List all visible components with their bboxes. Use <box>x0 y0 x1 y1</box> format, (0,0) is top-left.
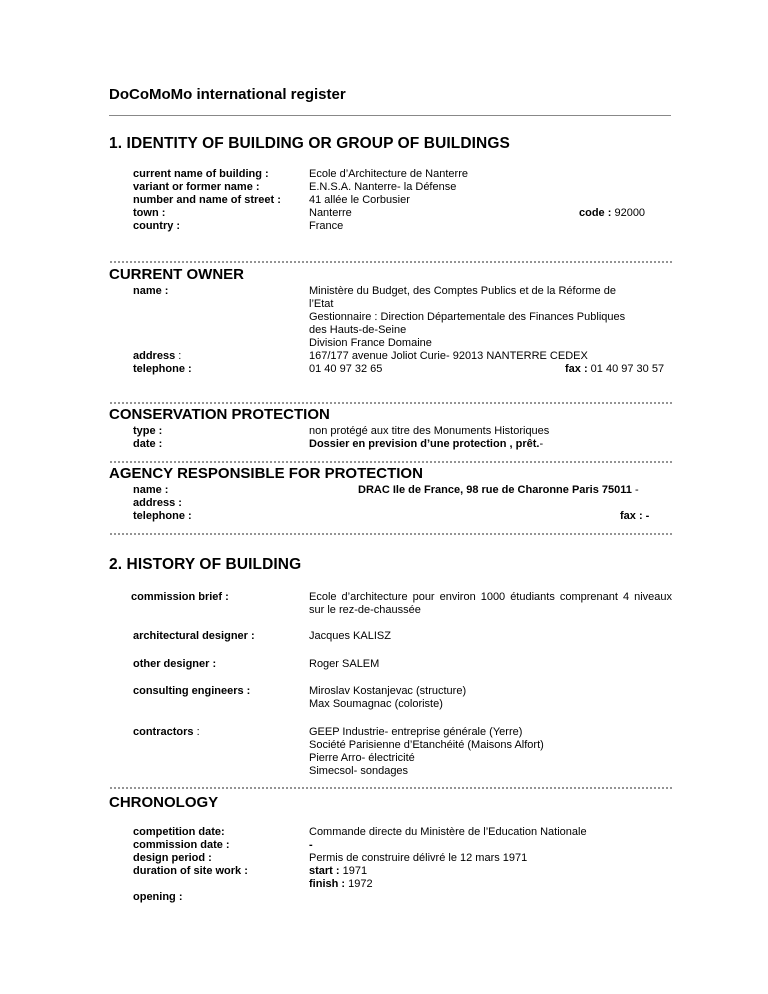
label-current-name: current name of building : <box>133 168 269 180</box>
design-period-label: design period : <box>133 852 212 864</box>
engineers-label: consulting engineers : <box>133 685 251 697</box>
identity-values <box>309 168 468 233</box>
other-designer-label: other designer : <box>133 658 217 670</box>
history-heading <box>109 556 301 574</box>
other-designer-value: Roger SALEM <box>309 658 380 670</box>
architect-label: architectural designer : <box>133 630 255 642</box>
agency-labels <box>133 484 192 523</box>
history-heading-number: 2 <box>109 556 118 573</box>
start-value: 1971 <box>339 865 368 877</box>
owner-fax-value: 01 40 97 30 57 <box>587 363 665 375</box>
conservation-date-text: Dossier en prevision d’une protection , prêt. <box>309 438 540 450</box>
contractor-line: GEEP Industrie- entreprise générale (Yerre) <box>309 726 523 738</box>
agency-name-value <box>358 484 639 497</box>
owner-name-value <box>309 285 625 350</box>
commission-brief-value: Ecole d’architecture pour environ 1000 étudiants comprenant 4 niveaux sur le rez-de-chaussée <box>309 591 672 616</box>
agency-name-text: DRAC Ile de France, 98 rue de Charonne Paris 75011 <box>358 484 632 496</box>
commission-date-value: - <box>309 839 313 851</box>
identity-heading <box>109 135 510 153</box>
identity-heading-text: . IDENTITY OF BUILDING OR GROUP OF BUILDINGS <box>117 135 510 152</box>
conservation-labels <box>133 425 162 451</box>
chronology-heading: CHRONOLOGY <box>109 794 219 811</box>
conservation-heading: CONSERVATION PROTECTION <box>109 406 330 423</box>
agency-name-label: name : <box>133 484 169 496</box>
contractors-values <box>309 726 544 778</box>
agency-address-label: address : <box>133 497 182 509</box>
owner-name-line: Ministère du Budget, des Comptes Publics et de la Réforme de <box>309 285 616 297</box>
label-town: town : <box>133 207 166 219</box>
finish-line <box>309 878 587 891</box>
value-town: Nanterre <box>309 207 352 219</box>
contractor-line: Simecsol- sondages <box>309 765 409 777</box>
chronology-labels <box>133 826 248 878</box>
dotted-separator <box>109 787 672 789</box>
contractors-label <box>133 726 200 739</box>
architect-value: Jacques KALISZ <box>309 630 391 642</box>
conservation-date-suffix: - <box>539 438 544 450</box>
identity-labels <box>133 168 281 233</box>
start-line <box>309 865 587 878</box>
history-heading-text: . HISTORY OF BUILDING <box>117 556 302 573</box>
conservation-date-value <box>309 438 549 451</box>
opening-label: opening : <box>133 891 183 903</box>
agency-name-suffix: - <box>631 484 639 496</box>
owner-address-label <box>133 350 181 363</box>
label-country: country : <box>133 220 181 232</box>
value-street: 41 allée le Corbusier <box>309 194 410 206</box>
owner-telephone-value: 01 40 97 32 65 <box>309 363 383 375</box>
identity-heading-number: 1 <box>109 135 118 152</box>
address-label-colon: : <box>175 350 182 362</box>
postal-code <box>579 207 645 220</box>
owner-fax-label: fax : <box>565 363 588 375</box>
label-variant-name: variant or former name : <box>133 181 260 193</box>
contractors-label-colon: : <box>193 726 200 738</box>
owner-heading: CURRENT OWNER <box>109 266 244 283</box>
owner-name-line: l’Etat <box>309 298 334 310</box>
design-period-value: Permis de construire délivré le 12 mars 1971 <box>309 852 528 864</box>
dotted-separator <box>109 533 672 535</box>
conservation-type-value: non protégé aux titre des Monuments Historiques <box>309 425 550 437</box>
start-label: start : <box>309 865 340 877</box>
code-value: 92000 <box>611 207 646 219</box>
value-current-name: Ecole d’Architecture de Nanterre <box>309 168 468 180</box>
dotted-separator <box>109 461 672 463</box>
document-title: DoCoMoMo international register <box>109 86 346 103</box>
agency-fax: fax : - <box>620 510 650 522</box>
owner-name-line: des Hauts-de-Seine <box>309 324 407 336</box>
agency-heading: AGENCY RESPONSIBLE FOR PROTECTION <box>109 465 423 482</box>
owner-address-value: 167/177 avenue Joliot Curie- 92013 NANTERRE CEDEX <box>309 350 588 362</box>
conservation-date-label: date : <box>133 438 163 450</box>
owner-name-line: Division France Domaine <box>309 337 432 349</box>
commission-brief-label: commission brief : <box>131 591 229 603</box>
finish-value: 1972 <box>345 878 373 890</box>
site-work-duration-label: duration of site work : <box>133 865 248 877</box>
engineer-line: Max Soumagnac (coloriste) <box>309 698 443 710</box>
chronology-values <box>309 826 587 891</box>
owner-name-line: Gestionnaire : Direction Départementale des Finances Publiques <box>309 311 626 323</box>
code-label: code : <box>579 207 612 219</box>
engineers-values <box>309 685 466 711</box>
contractor-line: Pierre Arro- électricité <box>309 752 415 764</box>
dotted-separator <box>109 402 672 404</box>
dotted-separator <box>109 261 672 263</box>
competition-date-label: competition date: <box>133 826 225 838</box>
conservation-values <box>309 425 549 451</box>
finish-label: finish : <box>309 878 346 890</box>
owner-fax <box>565 363 664 376</box>
commission-date-label: commission date : <box>133 839 230 851</box>
contractors-label-text: contractors <box>133 726 194 738</box>
title-rule <box>109 115 671 116</box>
owner-name-label: name : <box>133 285 169 297</box>
engineer-line: Miroslav Kostanjevac (structure) <box>309 685 467 697</box>
address-label-text: address <box>133 350 176 362</box>
value-variant-name: E.N.S.A. Nanterre- la Défense <box>309 181 457 193</box>
value-country: France <box>309 220 344 232</box>
competition-date-value: Commande directe du Ministère de l’Education Nationale <box>309 826 587 838</box>
agency-telephone-label: telephone : <box>133 510 192 522</box>
label-street: number and name of street : <box>133 194 281 206</box>
owner-telephone-label: telephone : <box>133 363 192 375</box>
contractor-line: Société Parisienne d’Etanchéité (Maisons Alfort) <box>309 739 544 751</box>
conservation-type-label: type : <box>133 425 163 437</box>
